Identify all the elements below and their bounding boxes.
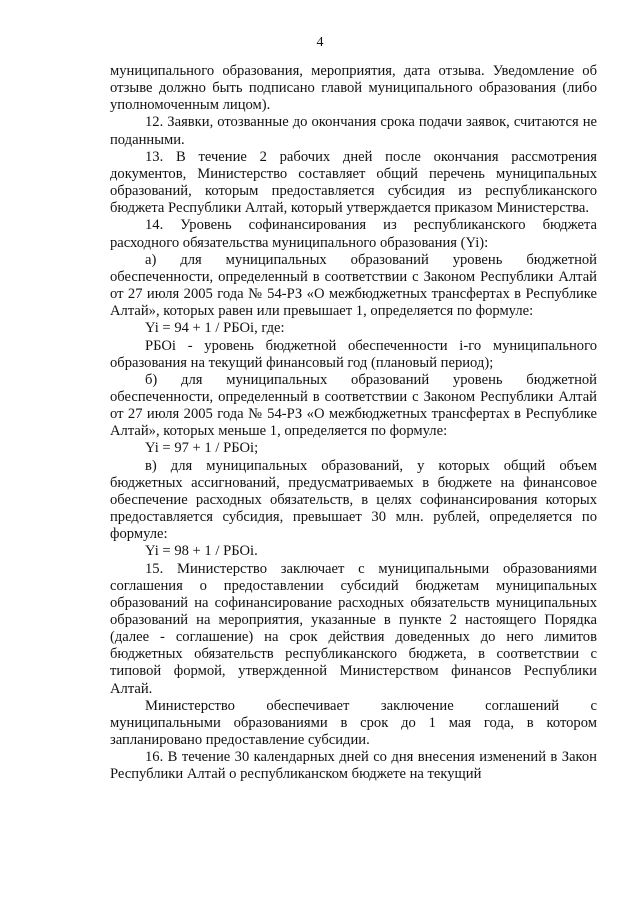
- document-body: [110, 63, 597, 784]
- paragraph: 13. В течение 2 рабочих дней после окончания рассмотрения документов, Министерство составляет общий перечень муниципальных образований, которым предоставляется субсидия из республиканского бюджета Республики Алтай, который утверждается приказом Министерства.: [110, 148, 597, 217]
- paragraph: Министерство обеспечивает заключение соглашений с муниципальными образованиями в срок до 1 мая года, в котором запланировано предоставление субсидии.: [110, 697, 597, 749]
- paragraph: 16. В течение 30 календарных дней со дня внесения изменений в Закон Республики Алтай о республиканском бюджете на текущий: [110, 749, 597, 783]
- paragraph: 14. Уровень софинансирования из республиканского бюджета расходного обязательства муниципального образования (Yi):: [110, 217, 597, 251]
- paragraph: б) для муниципальных образований уровень бюджетной обеспеченности, определенный в соответствии с Законом Республики Алтай от 27 июля 2005 года № 54-РЗ «О межбюджетных трансфертах в Республике Алтай», которых меньше 1, определяется по формуле:: [110, 371, 597, 440]
- paragraph: 15. Министерство заключает с муниципальными образованиями соглашения о предоставлении субсидий бюджетам муниципальных образований на софинансирование расходных обязательств муниципальных образований на мероприятия, указанные в пункте 2 настоящего Порядка (далее - соглашение) на срок действия доведенных до него лимитов бюджетных обязательств республиканского бюджета, в соответствии с типовой формой, утвержденной Министерством финансов Республики Алтай.: [110, 560, 597, 697]
- page-number: 4: [316, 35, 324, 50]
- paragraph: муниципального образования, мероприятия, дата отзыва. Уведомление об отзыве должно быть подписано главой муниципального образования (либо уполномоченным лицом).: [110, 63, 597, 114]
- paragraph: РБОi - уровень бюджетной обеспеченности i-го муниципального образования на текущий финансовый год (плановый период);: [110, 337, 597, 371]
- paragraph: 12. Заявки, отозванные до окончания срока подачи заявок, считаются не поданными.: [110, 114, 597, 148]
- formula: Yi = 98 + 1 / РБОi.: [145, 543, 258, 560]
- paragraph: в) для муниципальных образований, у которых общий объем бюджетных ассигнований, предусматриваемых в бюджете на финансовое обеспечение расходных обязательств, в целях софинансирования которых предоставляется субсидия, превышает 30 млн. рублей, определяется по формуле:: [110, 457, 597, 543]
- paragraph: а) для муниципальных образований уровень бюджетной обеспеченности, определенный в соответствии с Законом Республики Алтай от 27 июля 2005 года № 54-РЗ «О межбюджетных трансфертах в Республике Алтай», которых равен или превышает 1, определяется по формуле:: [110, 251, 597, 320]
- formula: Yi = 97 + 1 / РБОi;: [145, 440, 259, 457]
- formula: Yi = 94 + 1 / РБОi, где:: [145, 320, 285, 337]
